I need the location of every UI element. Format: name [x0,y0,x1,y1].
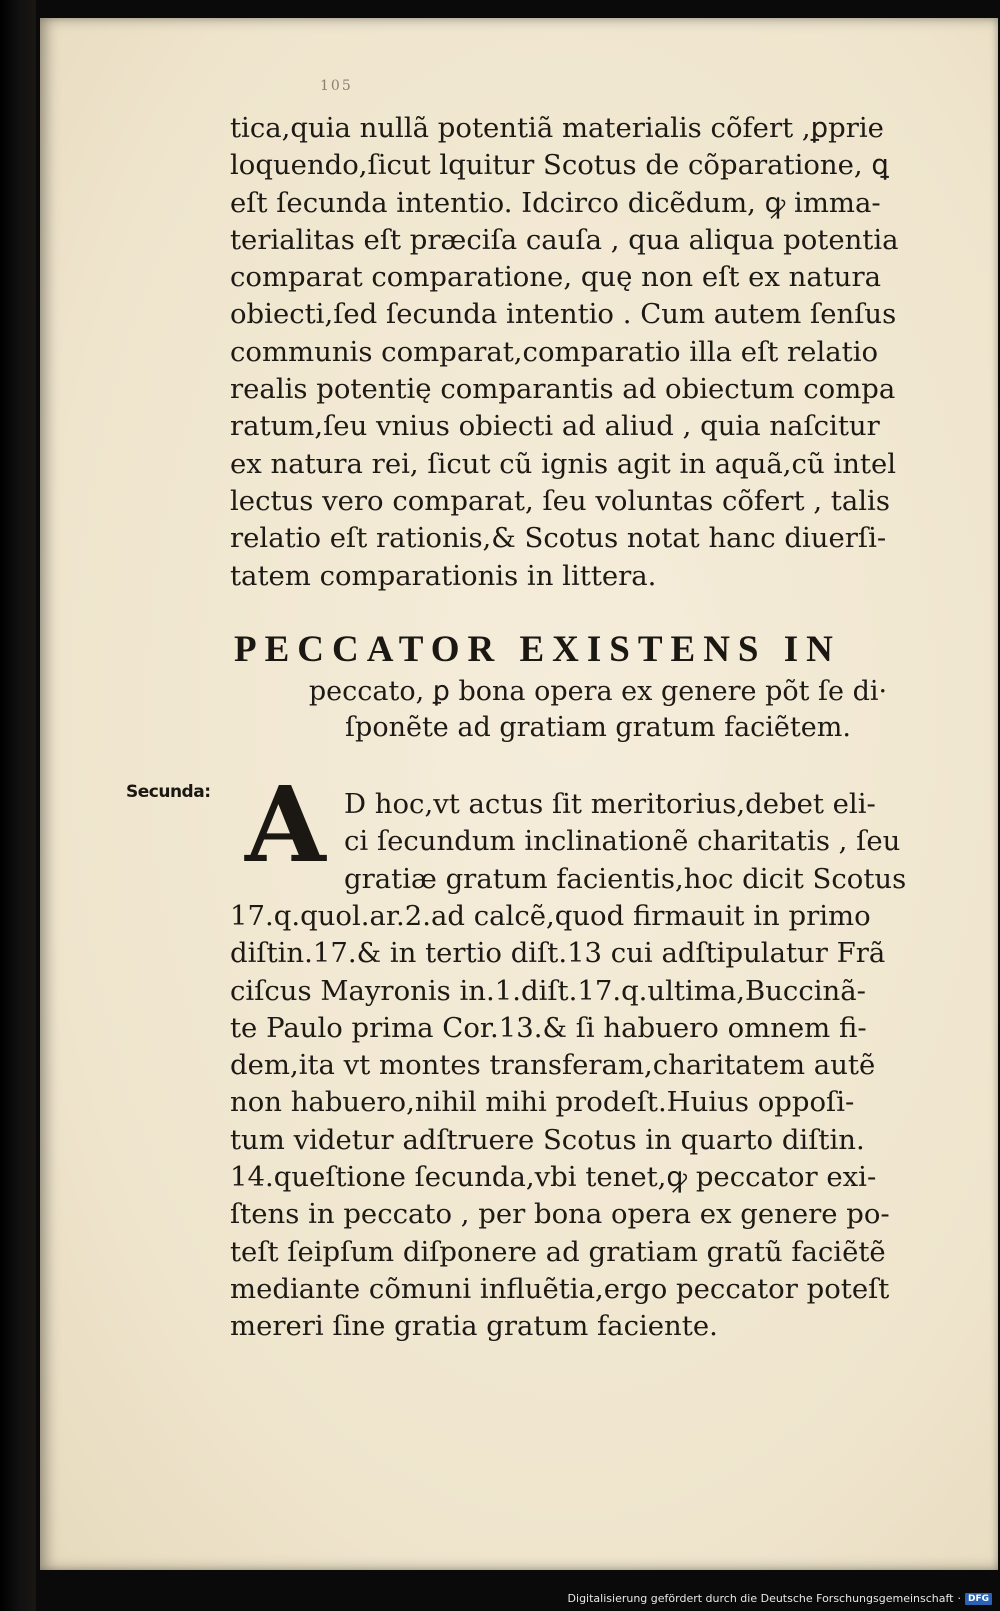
margin-note: Secunda: [126,782,211,802]
text-line: gratiæ gratum facientis,hoc dicit Scotus [344,862,907,895]
text-line: 17.q.quol.ar.2.ad calcẽ,quod firmauit in primo [230,900,871,932]
text-line: ſponẽte ad gratiam gratum faciẽtem. [345,712,851,743]
text-line: ex natura rei, ſicut cũ ignis agit in aquã,cũ intel [230,447,897,480]
text-line: D hoc,vt actus ſit meritorius,debet eli- [344,788,876,820]
text-line: te Paulo prima Cor.13.& ſi habuero omnem fi- [230,1011,867,1044]
text-line: obiecti,ſed ſecunda intentio . Cum autem ſenſus [230,298,897,331]
section-subheading [258,674,938,746]
text-line: ciſcus Mayronis in.1.diſt.17.q.ultima,Buccinã- [230,974,866,1007]
text-line: non habuero,nihil mihi prodeſt.Huius oppoſi- [230,1086,855,1119]
text-line: mereri ſine gratia gratum faciente. [230,1310,718,1343]
text-line: peccato, ꝑ bona opera ex genere põt ſe di· [308,676,888,707]
text-line: 14.queſtione ſecunda,vbi tenet,ꝙ peccator exi- [230,1161,877,1194]
paragraph-2-opening [344,786,934,898]
text-line: lectus vero comparat, ſeu voluntas cõfert , talis [230,484,890,517]
text-line: relatio eſt rationis,& Scotus notat hanc diuerſi- [230,522,887,555]
digitization-credit [568,1592,992,1605]
text-line: dem,ita vt montes transferam,charitatem autẽ [230,1049,876,1082]
drop-cap: A [245,763,326,886]
text-line: comparat comparatione, quę non eſt ex natura [230,261,882,294]
text-line: realis potentię comparantis ad obiectum compa [230,373,896,406]
dfg-logo: DFG [965,1593,992,1605]
text-line: tica,quia nullã potentiã materialis cõfert ,ꝑprie [230,112,884,144]
credit-text: Digitalisierung gefördert durch die Deutsche Forschungsgemeinschaft [567,1592,954,1605]
book-gutter-edge [0,0,36,1611]
section-heading: PECCATOR EXISTENS IN [234,629,841,670]
text-line: loquendo,ſicut lquitur Scotus de cõparatione, ꝗ [230,149,889,182]
text-line: tum videtur adſtruere Scotus in quarto diſtin. [230,1123,865,1156]
text-line: ratum,ſeu vnius obiecti ad aliud , quia naſcitur [230,410,880,443]
text-line: teſt ſeipſum diſponere ad gratiam gratũ faciẽtẽ [230,1235,886,1268]
text-line: communis comparat,comparatio illa eſt relatio [230,335,879,368]
text-line: tatem comparationis in littera. [230,559,657,592]
text-line: ſtens in peccato , per bona opera ex genere po- [230,1198,890,1231]
text-line: eſt ſecunda intentio. Idcirco dicẽdum, ꝙ imma- [230,186,881,219]
separator: · [957,1592,961,1605]
paragraph-1 [230,110,930,595]
paragraph-2-body [230,898,930,1346]
text-line: ci ſecundum inclinationẽ charitatis , ſeu [344,825,901,858]
page-number: 105 [320,78,353,94]
text-line: mediante cõmuni influẽtia,ergo peccator poteſt [230,1272,890,1305]
text-line: terialitas eſt præciſa cauſa , qua aliqua potentia [230,223,899,256]
text-line: diſtin.17.& in tertio diſt.13 cui adſtipulatur Frã [230,937,886,970]
